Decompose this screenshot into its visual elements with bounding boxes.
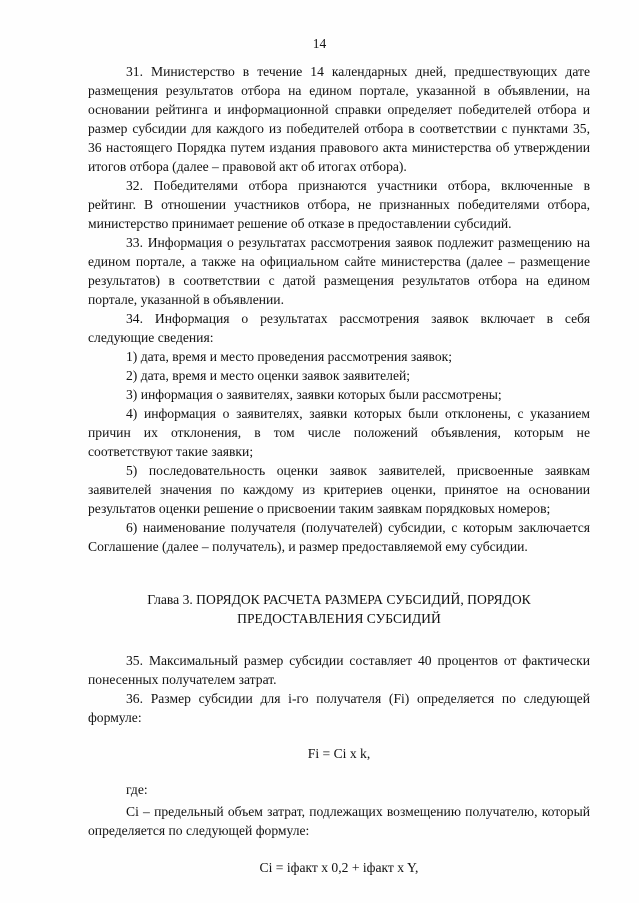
where-label: где:	[126, 782, 148, 797]
chapter-heading-line-2: ПРЕДОСТАВЛЕНИЯ СУБСИДИЙ	[237, 611, 441, 626]
ci-definition: Ci – предельный объем затрат, подлежащих возмещению получателю, который определяется по следующей формуле:	[88, 804, 590, 838]
list-item-4: 4) информация о заявителях, заявки которых были отклонены, с указанием причин их отклонения, в том числе положений объявления, которым не соответствуют такие заявки;	[88, 406, 590, 459]
formula-ci: Ci = iфакт x 0,2 + iфакт x Y,	[259, 860, 419, 875]
list-item-2: 2) дата, время и место оценки заявок заявителей;	[126, 368, 411, 383]
paragraph-33: 33. Информация о результатах рассмотрения заявок подлежит размещению на едином портале, а также на официальном сайте министерства (далее – размещение результатов) в соответствии с датой размещения результатов отбора на едином портале, указанной в объявлении.	[88, 235, 590, 307]
formula-fi: Fi = Ci x k,	[307, 746, 371, 761]
list-item-5: 5) последовательность оценки заявок заявителей, присвоенные заявкам заявителей значения по каждому из критериев оценки, принятое на основании результатов оценки решение о присвоении таким заявкам порядковых номеров;	[88, 463, 590, 516]
chapter-heading	[88, 590, 590, 628]
list-item-1: 1) дата, время и место проведения рассмотрения заявок;	[126, 349, 453, 364]
paragraph-31: 31. Министерство в течение 14 календарных дней, предшествующих дате размещения результатов отбора на едином портале, указанной в объявлении, на основании рейтинга и информационной справки определяет победителей отбора и размер субсидии для каждого из победителей отбора в соответствии с пунктами 35, 36 настоящего Порядка путем издания правового акта министерства об утверждении итогов отбора (далее – правовой акт об итогах отбора).	[88, 64, 590, 174]
list-item-3: 3) информация о заявителях, заявки которых были рассмотрены;	[126, 387, 502, 402]
chapter-heading-line-1: Глава 3. ПОРЯДОК РАСЧЕТА РАЗМЕРА СУБСИДИЙ, ПОРЯДОК	[147, 592, 531, 607]
paragraph-35: 35. Максимальный размер субсидии составляет 40 процентов от фактически понесенных получателем затрат.	[88, 653, 590, 687]
document-body	[88, 62, 590, 877]
paragraph-36: 36. Размер субсидии для i-го получателя (Fi) определяется по следующей формуле:	[88, 691, 590, 725]
paragraph-34: 34. Информация о результатах рассмотрения заявок включает в себя следующие сведения:	[88, 311, 590, 345]
page-number: 14	[312, 36, 327, 51]
paragraph-32: 32. Победителями отбора признаются участники отбора, включенные в рейтинг. В отношении участников отбора, не признанных победителями отбора, министерство принимает решение об отказе в предоставлении субсидий.	[88, 178, 590, 231]
list-item-6: 6) наименование получателя (получателей) субсидии, с которым заключается Соглашение (далее – получатель), и размер предоставляемой ему субсидии.	[88, 520, 590, 554]
